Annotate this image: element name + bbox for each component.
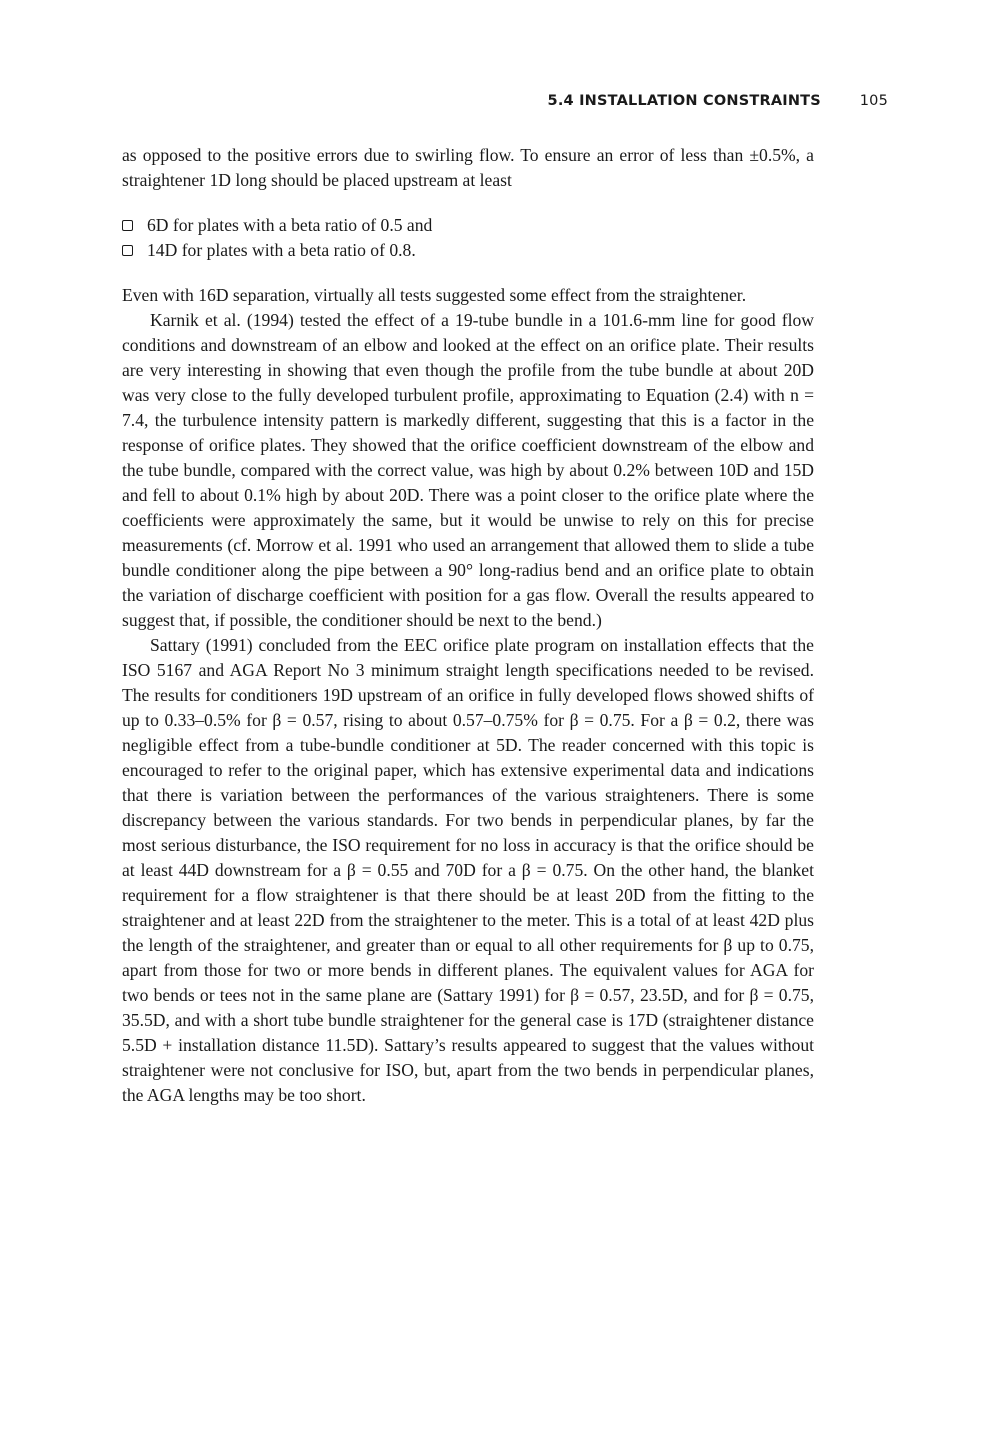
page-number: 105 (859, 93, 888, 109)
paragraph-3: Karnik et al. (1994) tested the effect of a 19-tube bundle in a 101.6-mm line for good flow conditions and downstream of an elbow and looked at the effect on an orifice plate. Their results are very interesting in showing that even though the profile from the tube bundle at about 20D was very close to the fully developed turbulent profile, approximating to Equation (2.4) with n = 7.4, the turbulence intensity pattern is markedly different, suggesting that this is a factor in the response of orifice plates. They showed that the orifice coefficient downstream of the elbow and the tube bundle, compared with the correct value, was high by about 0.2% between 10D and 15D and fell to about 0.1% high by about 20D. There was a point closer to the orifice plate where the coefficients were approximately the same, but it would be unwise to rely on this for precise measurements (cf. Morrow et al. 1991 who used an arrangement that allowed them to slide a tube bundle conditioner along the pipe between a 90° long-radius bend and an orifice plate to obtain the variation of discharge coefficient with position for a gas flow. Overall the results appeared to suggest that, if possible, the conditioner should be next to the bend.) (122, 310, 814, 630)
list-item (122, 238, 814, 263)
checkbox-bullet-icon (122, 245, 133, 256)
list-item-text: 14D for plates with a beta ratio of 0.8. (147, 240, 416, 260)
paragraph-1: as opposed to the positive errors due to swirling flow. To ensure an error of less than ±0.5%, a straightener 1D long should be placed upstream at least (122, 145, 814, 190)
paragraph-2: Even with 16D separation, virtually all tests suggested some effect from the straightener. (122, 285, 747, 305)
bullet-list (122, 213, 814, 263)
section-title: 5.4 INSTALLATION CONSTRAINTS (547, 93, 821, 109)
list-item-text: 6D for plates with a beta ratio of 0.5 and (147, 215, 433, 235)
list-item (122, 213, 814, 238)
paragraph-4: Sattary (1991) concluded from the EEC orifice plate program on installation effects that the ISO 5167 and AGA Report No 3 minimum straight length specifications needed to be revised. The results for conditioners 19D upstream of an orifice in fully developed flows showed shifts of up to 0.33–0.5% for β = 0.57, rising to about 0.57–0.75% for β = 0.75. For a β = 0.2, there was negligible effect from a tube-bundle conditioner at 5D. The reader concerned with this topic is encouraged to refer to the original paper, which has extensive experimental data and indications that there is variation between the performances of the various straighteners. There is some discrepancy between the various standards. For two bends in perpendicular planes, by far the most serious disturbance, the ISO requirement for no loss in accuracy is that the orifice should be at least 44D downstream for a β = 0.55 and 70D for a β = 0.75. On the other hand, the blanket requirement for a flow straightener is that there should be at least 20D from the fitting to the straightener and at least 22D from the straightener to the meter. This is a total of at least 42D plus the length of the straightener, and greater than or equal to all other requirements for β up to 0.75, apart from those for two or more bends in different planes. The equivalent values for AGA for two bends or tees not in the same plane are (Sattary 1991) for β = 0.57, 23.5D, and for β = 0.75, 35.5D, and with a short tube bundle straightener for the general case is 17D (straightener distance 5.5D + installation distance 11.5D). Sattary’s results appeared to suggest that the values without straightener were not conclusive for ISO, but, apart from the two bends in perpendicular planes, the AGA lengths may be too short. (122, 635, 814, 1105)
checkbox-bullet-icon (122, 220, 133, 231)
body-text (122, 143, 814, 1108)
running-head (0, 93, 888, 109)
